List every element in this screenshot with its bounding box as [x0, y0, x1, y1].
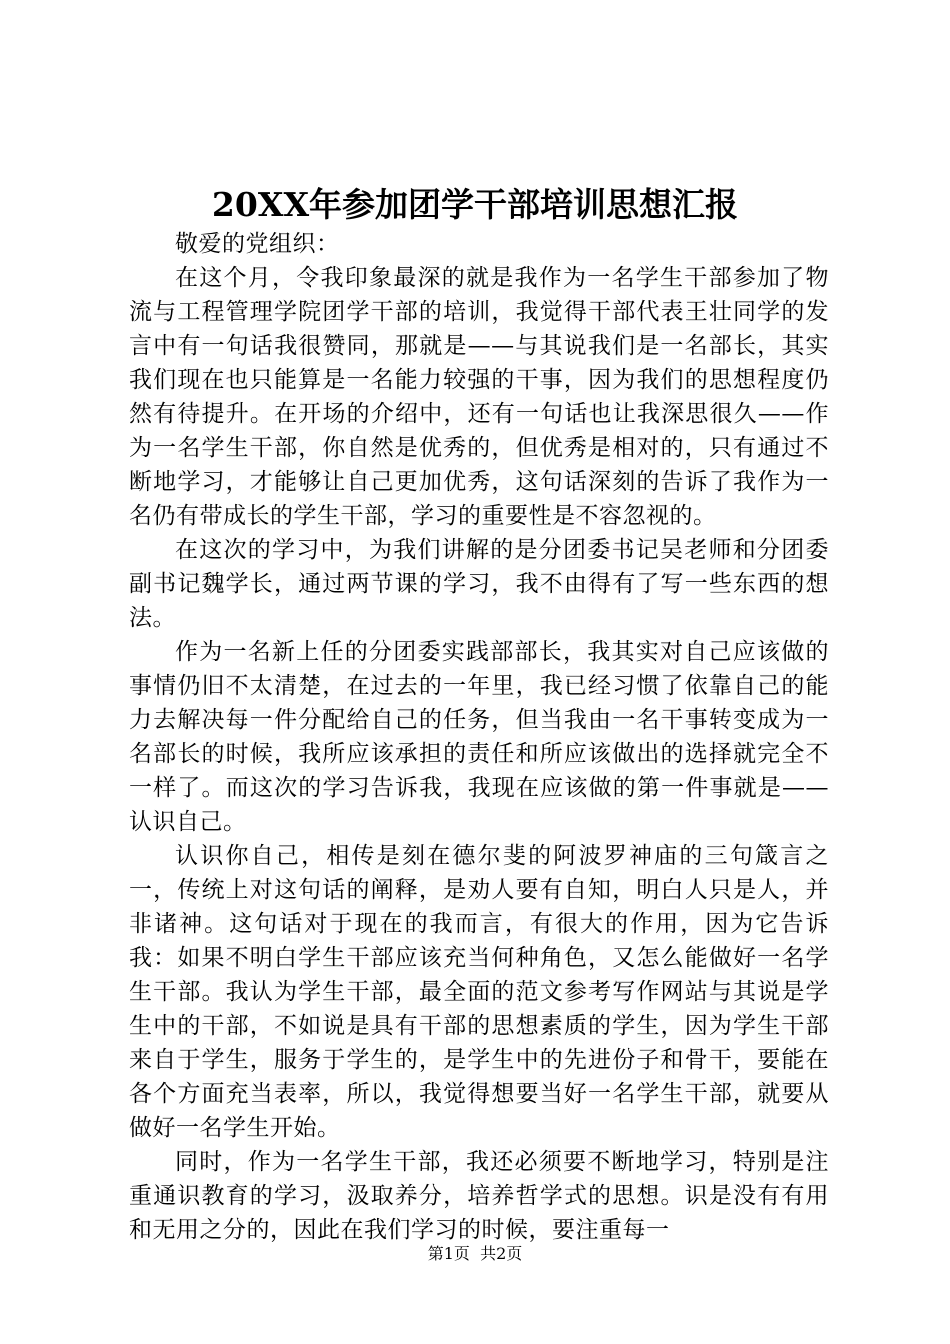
paragraph-5: 同时，作为一名学生干部，我还必须要不断地学习，特别是注重通识教育的学习，汲取养分，培养哲学式的思想。识是没有有用和无用之分的，因此在我们学习的时候，要注重每一 — [129, 1149, 829, 1243]
document-title: 20XX年参加团学干部培训思想汇报 — [211, 185, 739, 224]
page-footer — [0, 1243, 950, 1265]
paragraph-2: 在这次的学习中，为我们讲解的是分团委书记吴老师和分团委副书记魏学长，通过两节课的学习，我不由得有了写一些东西的想法。 — [129, 537, 829, 631]
document-body — [129, 227, 829, 1247]
page-number: 第1页 — [427, 1244, 470, 1263]
paragraph-1: 在这个月，令我印象最深的就是我作为一名学生干部参加了物流与工程管理学院团学干部的培训，我觉得干部代表王壮同学的发言中有一句话我很赞同，那就是——与其说我们是一名部长，其实我们现在也只能算是一名能力较强的干事，因为我们的思想程度仍然有待提升。在开场的介绍中，还有一句话也让我深思很久——作为一名学生干部，你自然是优秀的，但优秀是相对的，只有通过不断地学习，才能够让自己更加优秀，这句话深刻的告诉了我作为一名仍有带成长的学生干部，学习的重要性是不容忽视的。 — [129, 265, 829, 529]
paragraph-4: 认识你自己，相传是刻在德尔斐的阿波罗神庙的三句箴言之一，传统上对这句话的阐释，是劝人要有自知，明白人只是人，并非诸神。这句话对于现在的我而言，有很大的作用，因为它告诉我：如果不明白学生干部应该充当何种角色，又怎么能做好一名学生干部。我认为学生干部，最全面的范文参考写作网站与其说是学生中的干部，不如说是具有干部的思想素质的学生，因为学生干部来自于学生，服务于学生的，是学生中的先进份子和骨干，要能在各个方面充当表率，所以，我觉得想要当好一名学生干部，就要从做好一名学生开始。 — [129, 843, 829, 1141]
page-total: 共2页 — [480, 1244, 523, 1263]
salutation: 敬爱的党组织： — [175, 231, 340, 257]
paragraph-3: 作为一名新上任的分团委实践部部长，我其实对自己应该做的事情仍旧不太清楚，在过去的一年里，我已经习惯了依靠自己的能力去解决每一件分配给自己的任务，但当我由一名干事转变成为一名部长的时候，我所应该承担的责任和所应该做出的选择就完全不一样了。而这次的学习告诉我，我现在应该做的第一件事就是——认识自己。 — [129, 639, 829, 835]
